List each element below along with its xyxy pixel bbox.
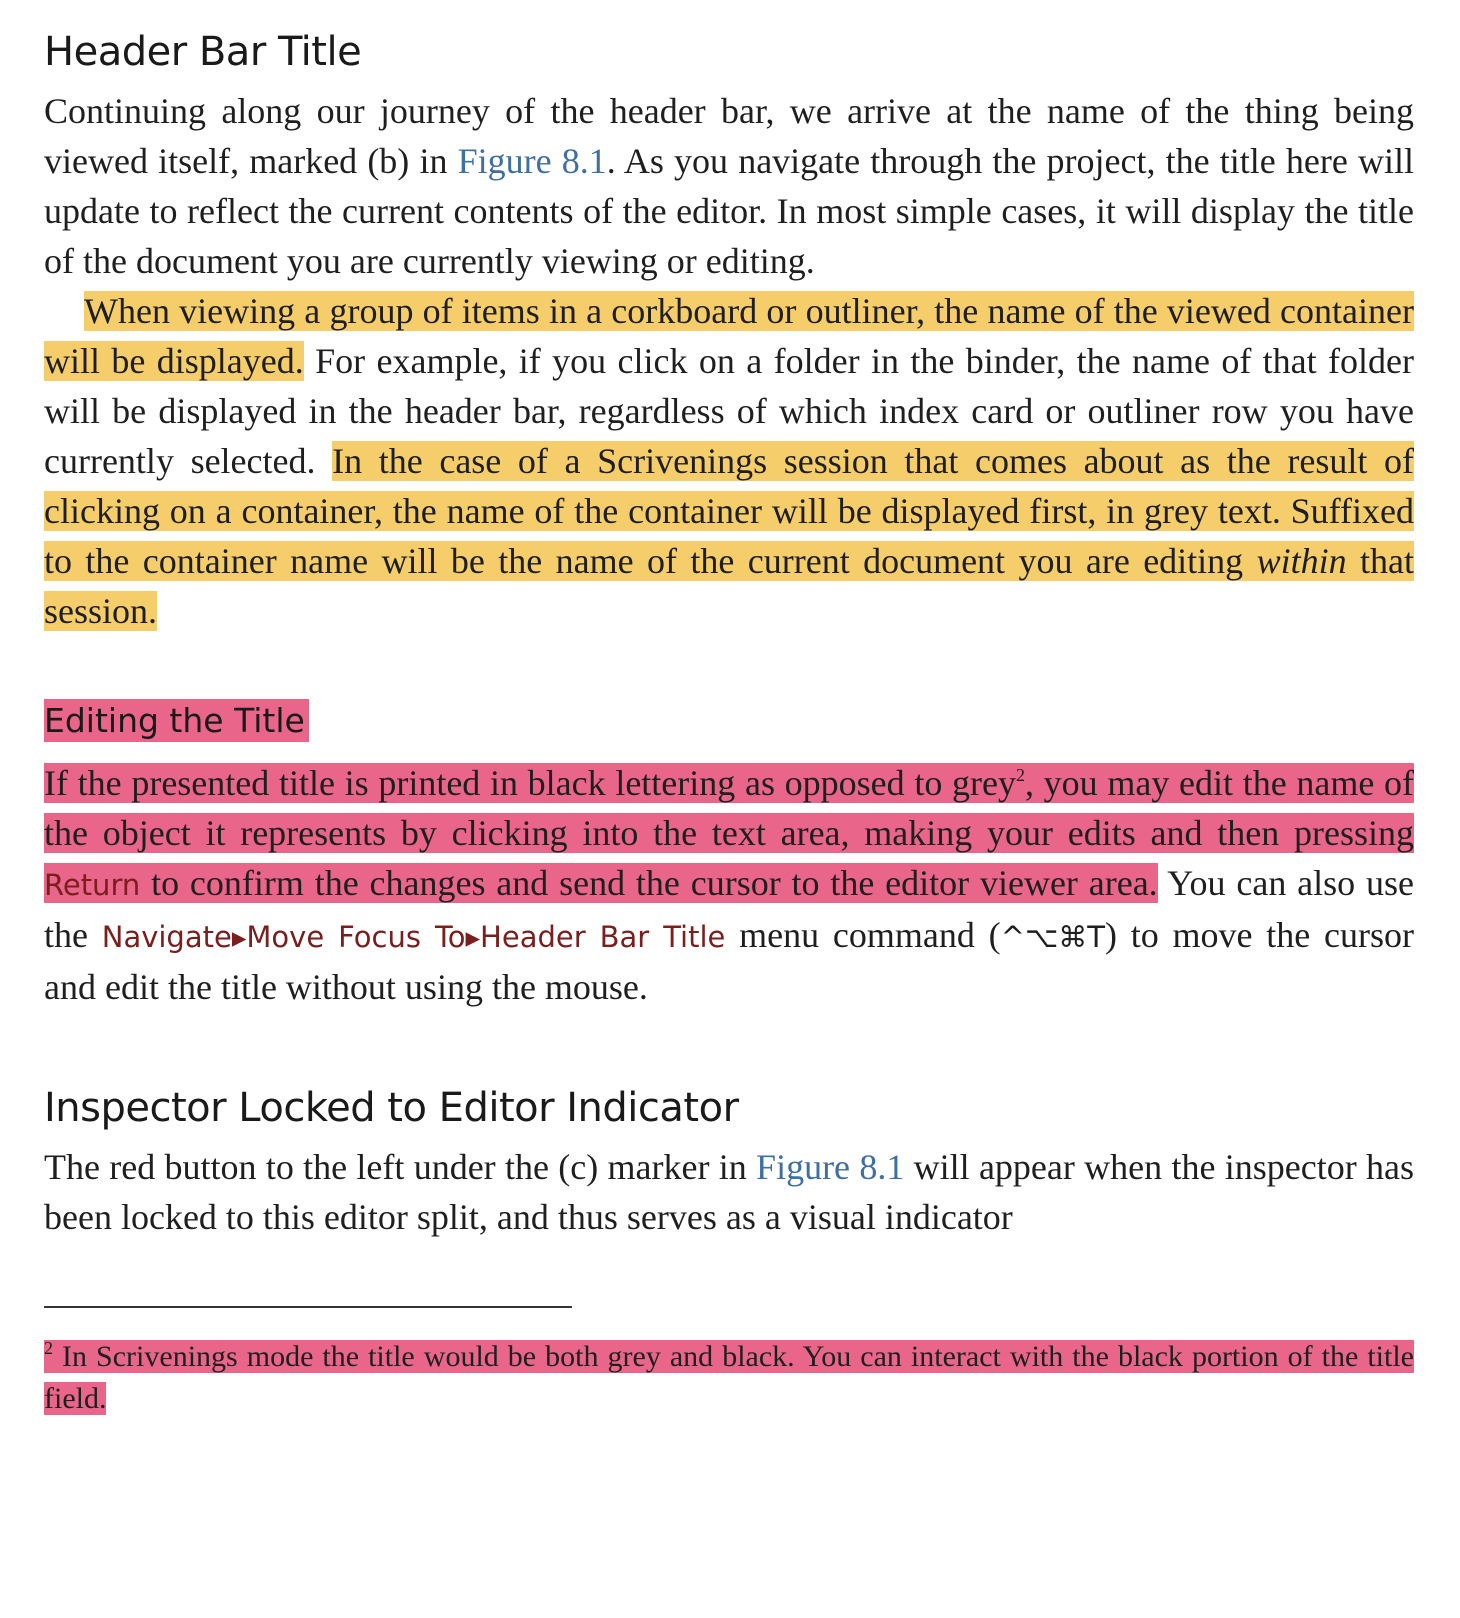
section-heading-inspector-locked: Inspector Locked to Editor Indicator [44,1085,739,1131]
keyboard-shortcut: ^⌥⌘T [1000,920,1106,954]
menu-path-navigate: Navigate [101,920,232,954]
figure-link[interactable]: Figure 8.1 [457,141,607,181]
text-run: that session. [44,541,1414,631]
figure-link[interactable]: Figure 8.1 [756,1147,905,1187]
emphasis-within: within [1256,541,1347,581]
section-heading-header-bar-title: Header Bar Title [44,29,362,75]
paragraph-inspector-locked [44,1142,1414,1242]
footnote-reference[interactable]: 2 [1015,765,1025,785]
document-page [44,0,1414,1420]
menu-separator-icon: ▸ [231,920,247,954]
paragraph-container-title [44,286,1414,636]
highlight-pink [44,1340,1414,1415]
text-run: to confirm the changes and send the cursor to the editor viewer area. [140,863,1158,903]
footnote-text: In Scrivenings mode the title would be both grey and black. You can interact with the black portion of the title field. [44,1340,1414,1415]
text-run: For example, if you click on a folder in the binder, the name of that folder will be displayed in the header bar, regardless of which index card or outliner row you have currently selected. [44,341,1415,481]
menu-path-move-focus-to: Move Focus To [246,920,466,954]
paragraph-editing-title [44,758,1414,1012]
footnote-divider [44,1306,572,1308]
subheading-editing-the-title: Editing the Title [44,699,309,742]
text-run: Continuing along our journey of the header bar, we arrive at the name of the thing being viewed itself, marked (b) in [44,91,1414,181]
footnote [44,1336,1414,1420]
text-run: will appear when the inspector has been locked to this editor split, and thus serves as a visual indicator [44,1147,1414,1237]
highlight-yellow: When viewing a group of items in a corkboard or outliner, the name of the viewed container will be displayed. [44,291,1414,381]
text-run: If the presented title is printed in black lettering as opposed to grey [44,763,1016,803]
text-run: menu command ( [725,915,1001,955]
text-run: In the case of a Scrivenings session that comes about as the result of clicking on a container, the name of the container will be displayed first, in grey text. Suffixed to the container name will be the name of the current document you are editing [44,441,1414,581]
footnote-number: 2 [44,1338,53,1358]
text-run: , you may edit the name of the object it represents by clicking into the text area, making your edits and then pressing [44,763,1414,853]
key-return: Return [44,868,141,902]
text-run: . As you navigate through the project, the title here will update to reflect the current contents of the editor. In most simple cases, it will display the title of the document you are currently viewing or editing. [44,141,1414,281]
text-run: The red button to the left under the (c) marker in [44,1147,757,1187]
menu-path-header-bar-title: Header Bar Title [480,920,726,954]
text-run: ) to move the cursor and edit the title without using the mouse. [44,915,1414,1007]
subheading-wrapper [44,698,1414,744]
text-run: You can also use the [44,863,1414,955]
menu-separator-icon: ▸ [465,920,481,954]
paragraph-header-bar-intro [44,86,1414,286]
